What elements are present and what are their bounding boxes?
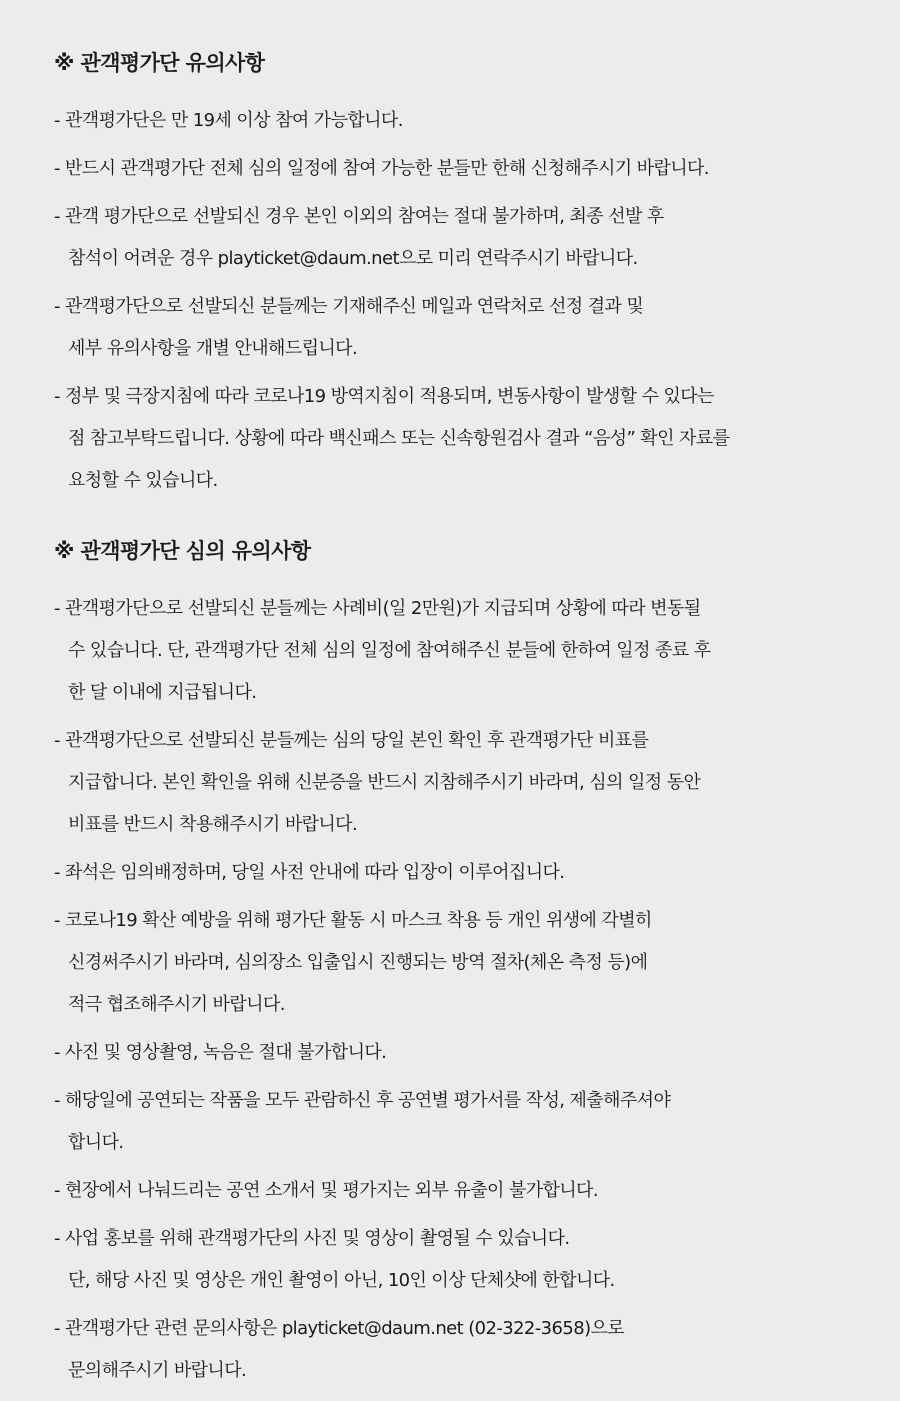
notice-item-continuation: 단, 해당 사진 및 영상은 개인 촬영이 아닌, 10인 이상 단체샷에 한합니다. xyxy=(68,1270,615,1291)
notice-item-text: - 해당일에 공연되는 작품을 모두 관람하신 후 공연별 평가서를 작성, 제출해주셔야 xyxy=(54,1090,671,1111)
notice-item-continuation: 합니다. xyxy=(68,1132,124,1153)
notice-item-text: - 반드시 관객평가단 전체 심의 일정에 참여 가능한 분들만 한해 신청해주시기 바랍니다. xyxy=(54,158,709,179)
notice-item-text: - 관객평가단은 만 19세 이상 참여 가능합니다. xyxy=(54,110,403,131)
notice-item-continuation: 세부 유의사항을 개별 안내해드립니다. xyxy=(68,338,358,359)
section-heading: ※ 관객평가단 유의사항 xyxy=(54,51,265,75)
notice-item-text: - 관객평가단으로 선발되신 분들께는 심의 당일 본인 확인 후 관객평가단 비표를 xyxy=(54,730,649,751)
notice-item xyxy=(54,588,860,714)
notice-item xyxy=(54,148,860,190)
notice-item-continuation: 수 있습니다. 단, 관객평가단 전체 심의 일정에 참여해주신 분들에 한하여 일정 종료 후 xyxy=(68,640,711,661)
notice-item-text: - 사업 홍보를 위해 관객평가단의 사진 및 영상이 촬영될 수 있습니다. xyxy=(54,1228,570,1249)
notice-item xyxy=(54,376,860,502)
notice-item xyxy=(54,1032,860,1074)
notice-item-text: - 관객평가단으로 선발되신 분들께는 기재해주신 메일과 연락처로 선정 결과 및 xyxy=(54,296,644,317)
notice-item-continuation: 문의해주시기 바랍니다. xyxy=(68,1360,247,1381)
notice-item xyxy=(54,900,860,1026)
notice-item-text: - 관객평가단으로 선발되신 분들께는 사례비(일 2만원)가 지급되며 상황에 따라 변동될 xyxy=(54,598,701,619)
notice-list xyxy=(54,100,860,502)
notice-item xyxy=(54,1170,860,1212)
notice-item-continuation: 지급합니다. 본인 확인을 위해 신분증을 반드시 지참해주시기 바라며, 심의 일정 동안 xyxy=(68,772,701,793)
notice-list xyxy=(54,588,860,1392)
review-notice-section xyxy=(54,536,860,1392)
notice-item-text: - 정부 및 극장지침에 따라 코로나19 방역지침이 적용되며, 변동사항이 발생할 수 있다는 xyxy=(54,386,714,407)
notice-item-text: - 현장에서 나눠드리는 공연 소개서 및 평가지는 외부 유출이 불가합니다. xyxy=(54,1180,598,1201)
notice-item-continuation: 한 달 이내에 지급됩니다. xyxy=(68,682,257,703)
notice-item-text: - 사진 및 영상촬영, 녹음은 절대 불가합니다. xyxy=(54,1042,387,1063)
notice-item-continuation: 신경써주시기 바라며, 심의장소 입출입시 진행되는 방역 절차(체온 측정 등)에 xyxy=(68,952,648,973)
notice-item-text: - 좌석은 임의배정하며, 당일 사전 안내에 따라 입장이 이루어집니다. xyxy=(54,862,565,883)
notice-item xyxy=(54,852,860,894)
notice-item xyxy=(54,720,860,846)
notice-item-continuation: 점 참고부탁드립니다. 상황에 따라 백신패스 또는 신속항원검사 결과 “음성” 확인 자료를 xyxy=(68,428,730,449)
section-heading: ※ 관객평가단 심의 유의사항 xyxy=(54,539,311,563)
notice-item xyxy=(54,100,860,142)
notice-item-continuation: 적극 협조해주시기 바랍니다. xyxy=(68,994,285,1015)
notice-item xyxy=(54,1308,860,1392)
notice-item-continuation: 참석이 어려운 경우 playticket@daum.net으로 미리 연락주시기 바랍니다. xyxy=(68,248,638,269)
notice-item-text: - 관객평가단 관련 문의사항은 playticket@daum.net (02-322-3658)으로 xyxy=(54,1318,625,1339)
notice-item-continuation: 비표를 반드시 착용해주시기 바랍니다. xyxy=(68,814,358,835)
participant-notice-section xyxy=(54,48,860,502)
notice-item xyxy=(54,286,860,370)
notice-item xyxy=(54,1218,860,1302)
notice-item xyxy=(54,196,860,280)
notice-item-text: - 관객 평가단으로 선발되신 경우 본인 이외의 참여는 절대 불가하며, 최종 선발 후 xyxy=(54,206,664,227)
notice-item xyxy=(54,1080,860,1164)
notice-item-continuation: 요청할 수 있습니다. xyxy=(68,470,218,491)
notice-item-text: - 코로나19 확산 예방을 위해 평가단 활동 시 마스크 착용 등 개인 위생에 각별히 xyxy=(54,910,652,931)
